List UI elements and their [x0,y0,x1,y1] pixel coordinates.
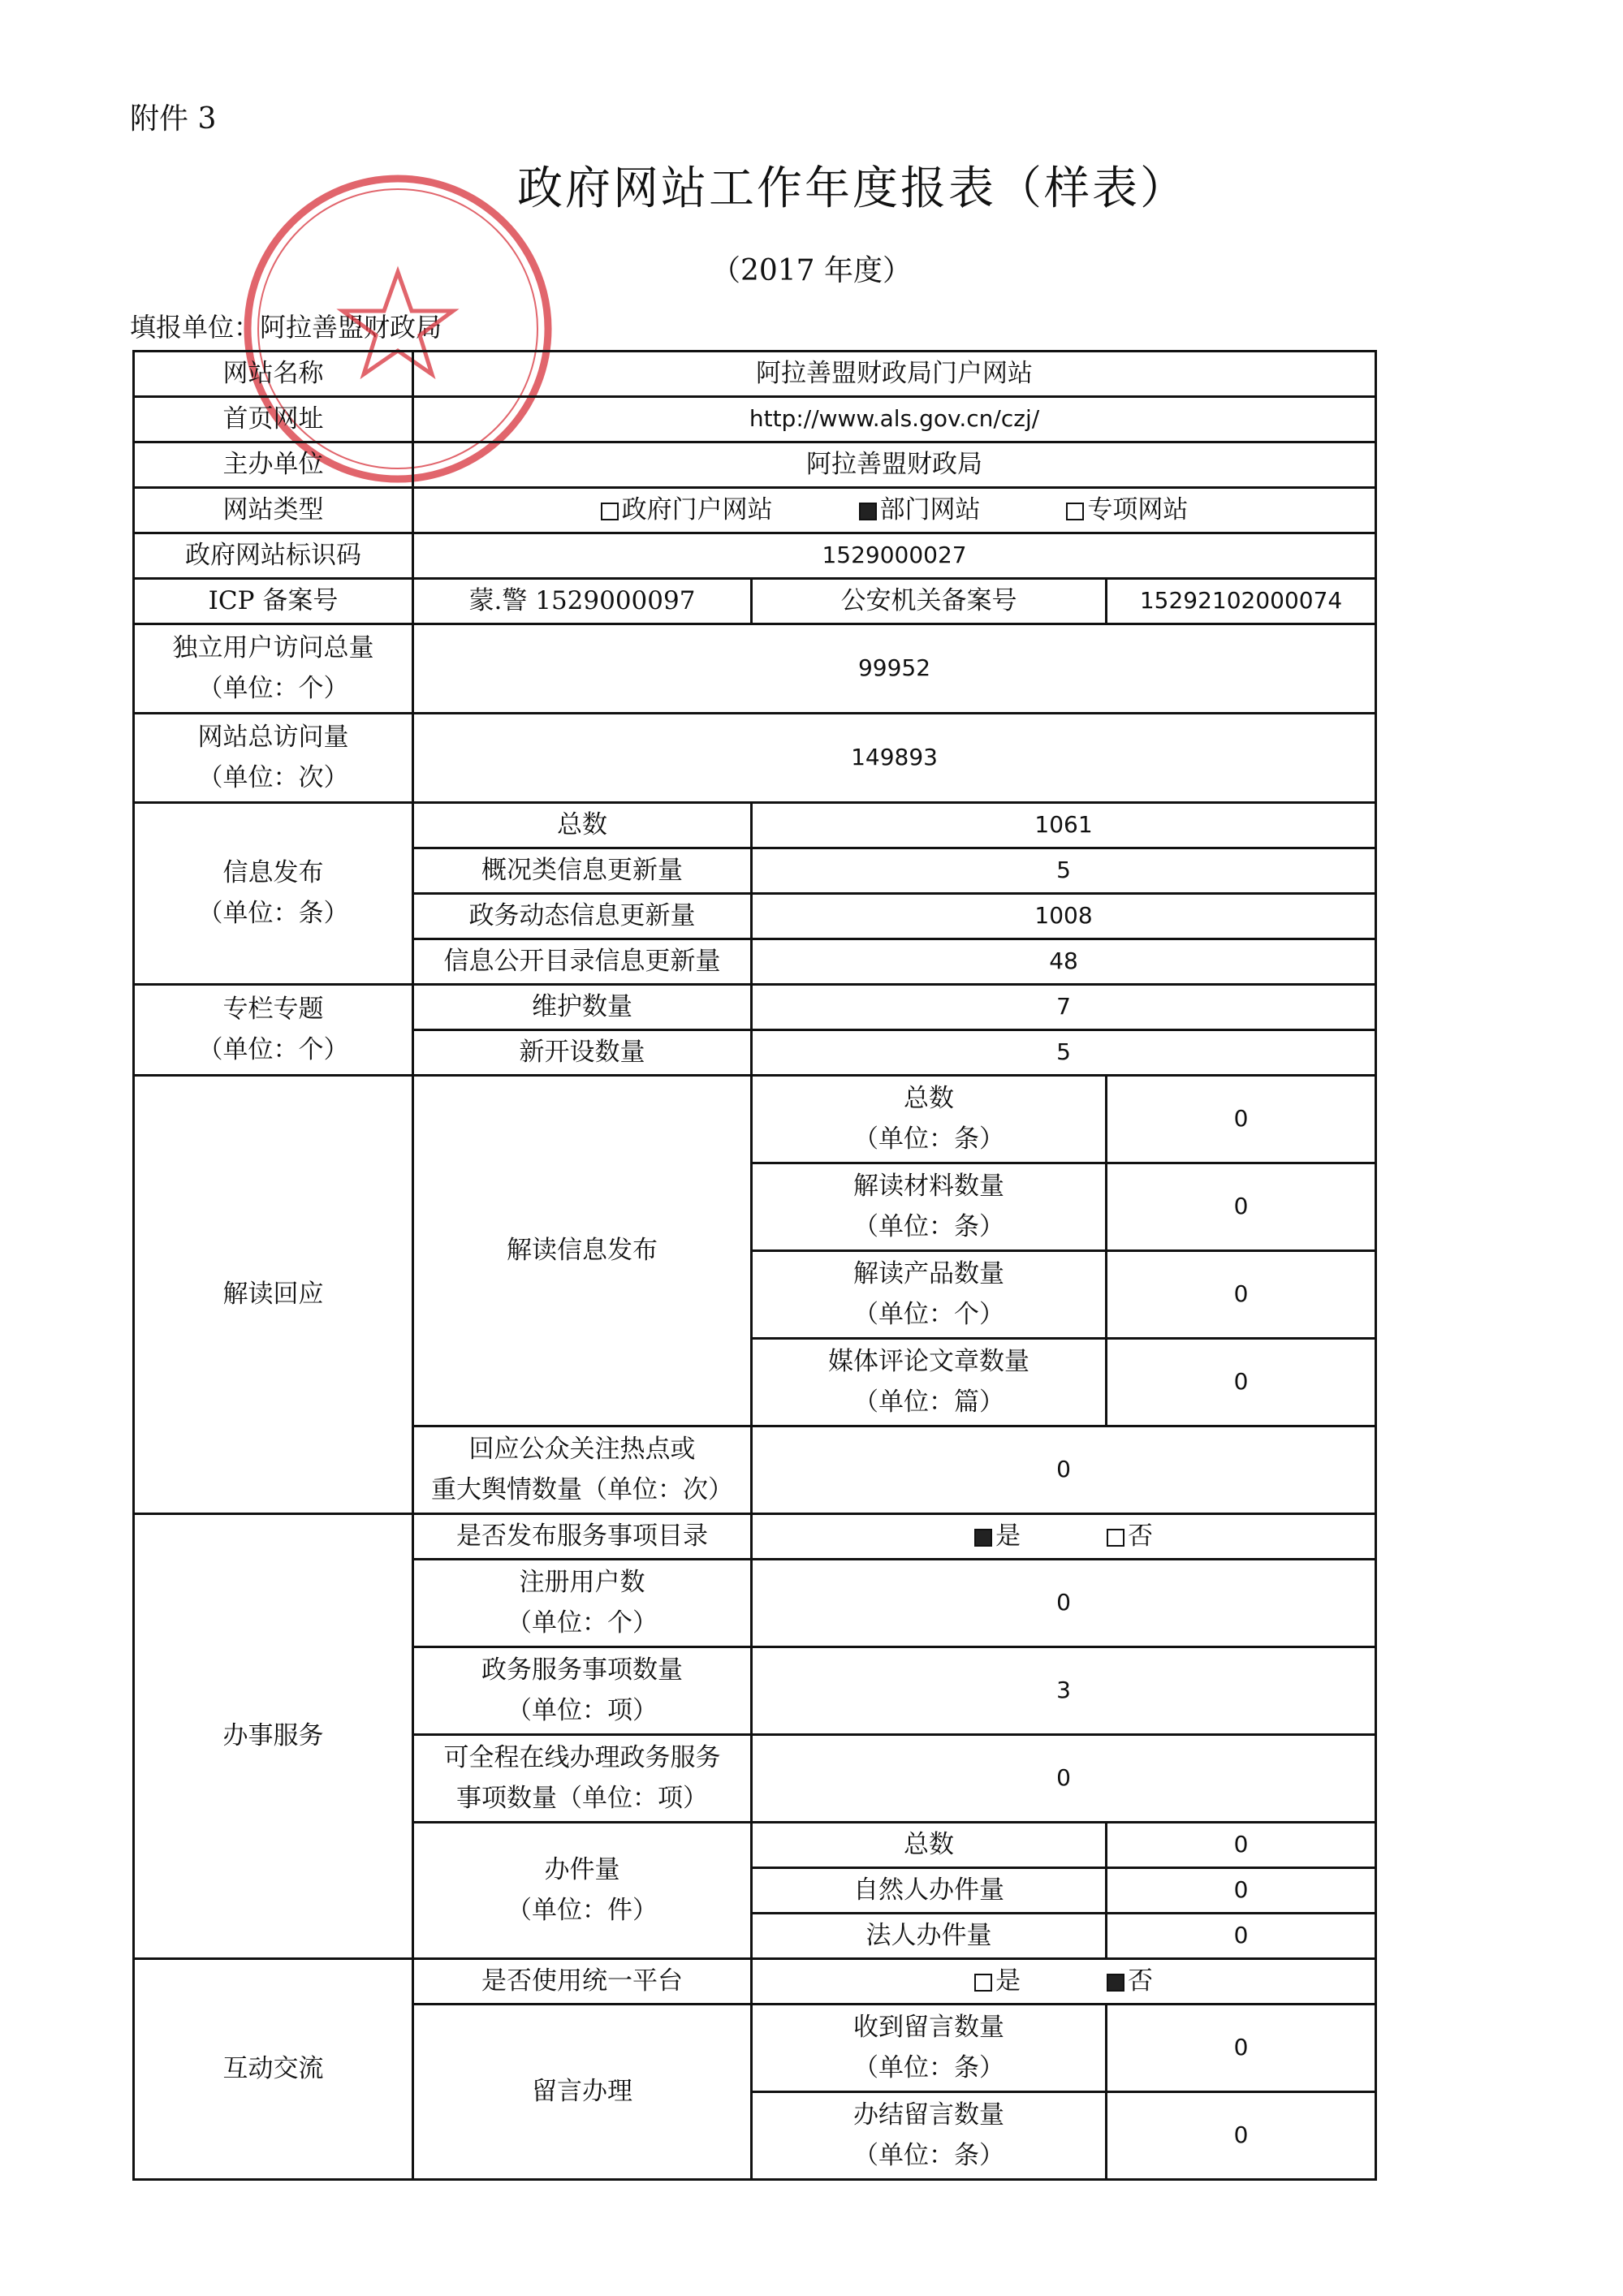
service-catalog-options [752,1514,1376,1560]
row-site-name [134,352,1376,397]
info-row-label: 总数 [413,803,752,848]
platform-label: 是否使用统一平台 [413,1959,752,2005]
messages-row-value: 0 [1107,2092,1376,2180]
site-type-option-portal: 政府门户网站 [601,495,773,524]
row-service-catalog [134,1514,1376,1560]
police-record-value: 15292102000074 [1107,579,1376,624]
info-row-label: 政务动态信息更新量 [413,894,752,939]
registered-users-label: 注册用户数 （单位：个） [413,1560,752,1647]
platform-no: 否 [1107,1966,1153,1996]
home-url-value: http://www.als.gov.cn/czj/ [413,397,1376,442]
interp-row-value: 0 [1107,1163,1376,1251]
interp-row-label: 解读产品数量 （单位：个） [752,1251,1107,1339]
service-catalog-label: 是否发布服务事项目录 [413,1514,752,1560]
online-items-label: 可全程在线办理政务服务 事项数量（单位：项） [413,1735,752,1823]
service-items-label: 政务服务事项数量 （单位：项） [413,1647,752,1735]
row-unique-visitors [134,624,1376,714]
report-year: （2017 年度） [710,254,913,287]
site-type-option-department: 部门网站 [859,495,981,524]
icp-value: 蒙.警 1529000097 [413,579,752,624]
site-name-value: 阿拉善盟财政局门户网站 [413,352,1376,397]
service-catalog-yes: 是 [974,1521,1021,1551]
interpretation-label: 解读回应 [134,1076,413,1514]
site-type-label: 网站类型 [134,488,413,533]
police-record-label: 公安机关备案号 [752,579,1107,624]
platform-options [752,1959,1376,2005]
info-row-value: 1008 [752,894,1376,939]
host-unit-value: 阿拉善盟财政局 [413,442,1376,488]
info-row-label: 概况类信息更新量 [413,848,752,894]
response-value: 0 [752,1426,1376,1514]
interp-row-label: 媒体评论文章数量 （单位：篇） [752,1339,1107,1426]
icp-label: ICP 备案号 [134,579,413,624]
cases-row-label: 自然人办件量 [752,1868,1107,1914]
site-name-label: 网站名称 [134,352,413,397]
service-items-value: 3 [752,1647,1376,1735]
cases-row-value: 0 [1107,1914,1376,1959]
site-type-option-special: 专项网站 [1066,495,1188,524]
attachment-label: 附件 3 [130,102,217,136]
messages-row-value: 0 [1107,2005,1376,2092]
messages-row-label: 办结留言数量 （单位：条） [752,2092,1107,2180]
site-id-label: 政府网站标识码 [134,533,413,579]
messages-label: 留言办理 [413,2005,752,2180]
columns-row-value: 5 [752,1030,1376,1076]
cases-label: 办件量 （单位：件） [413,1823,752,1959]
checkbox-checked-icon [859,503,877,520]
services-label: 办事服务 [134,1514,413,1959]
cases-row-value: 0 [1107,1868,1376,1914]
interp-row-value: 0 [1107,1251,1376,1339]
row-icp [134,579,1376,624]
columns-row-value: 7 [752,985,1376,1030]
info-row-value: 1061 [752,803,1376,848]
site-type-options [413,488,1376,533]
row-info-total [134,803,1376,848]
cases-row-label: 总数 [752,1823,1107,1868]
interaction-label: 互动交流 [134,1959,413,2180]
row-home-url [134,397,1376,442]
info-row-value: 48 [752,939,1376,985]
row-host-unit [134,442,1376,488]
host-unit-label: 主办单位 [134,442,413,488]
interpretation-sub-label: 解读信息发布 [413,1076,752,1426]
columns-label: 专栏专题 （单位：个） [134,985,413,1076]
row-interp-total [134,1076,1376,1163]
row-total-visits [134,714,1376,803]
registered-users-value: 0 [752,1560,1376,1647]
messages-row-label: 收到留言数量 （单位：条） [752,2005,1107,2092]
unique-visitors-value: 99952 [413,624,1376,714]
checkbox-checked-icon [1107,1974,1124,1992]
row-columns-maintained [134,985,1376,1030]
columns-row-label: 维护数量 [413,985,752,1030]
total-visits-value: 149893 [413,714,1376,803]
checkbox-icon [1107,1529,1124,1547]
service-catalog-no: 否 [1107,1521,1153,1551]
columns-row-label: 新开设数量 [413,1030,752,1076]
online-items-value: 0 [752,1735,1376,1823]
checkbox-icon [974,1974,992,1992]
home-url-label: 首页网址 [134,397,413,442]
filing-unit: 填报单位：阿拉善盟财政局 [130,312,442,343]
info-publish-label: 信息发布 （单位：条） [134,803,413,985]
row-platform [134,1959,1376,2005]
site-id-value: 1529000027 [413,533,1376,579]
unique-visitors-label: 独立用户访问总量 （单位：个） [134,624,413,714]
cases-row-value: 0 [1107,1823,1376,1868]
checkbox-checked-icon [974,1529,992,1547]
page-title: 政府网站工作年度报表（样表） [517,162,1188,215]
info-row-value: 5 [752,848,1376,894]
response-label: 回应公众关注热点或 重大舆情数量（单位：次） [413,1426,752,1514]
interp-row-label: 解读材料数量 （单位：条） [752,1163,1107,1251]
total-visits-label: 网站总访问量 （单位：次） [134,714,413,803]
platform-yes: 是 [974,1966,1021,1996]
report-table [132,350,1377,2181]
checkbox-icon [1066,503,1084,520]
interp-row-value: 0 [1107,1339,1376,1426]
row-site-id [134,533,1376,579]
interp-row-value: 0 [1107,1076,1376,1163]
interp-row-label: 总数 （单位：条） [752,1076,1107,1163]
checkbox-icon [601,503,619,520]
cases-row-label: 法人办件量 [752,1914,1107,1959]
row-site-type [134,488,1376,533]
info-row-label: 信息公开目录信息更新量 [413,939,752,985]
